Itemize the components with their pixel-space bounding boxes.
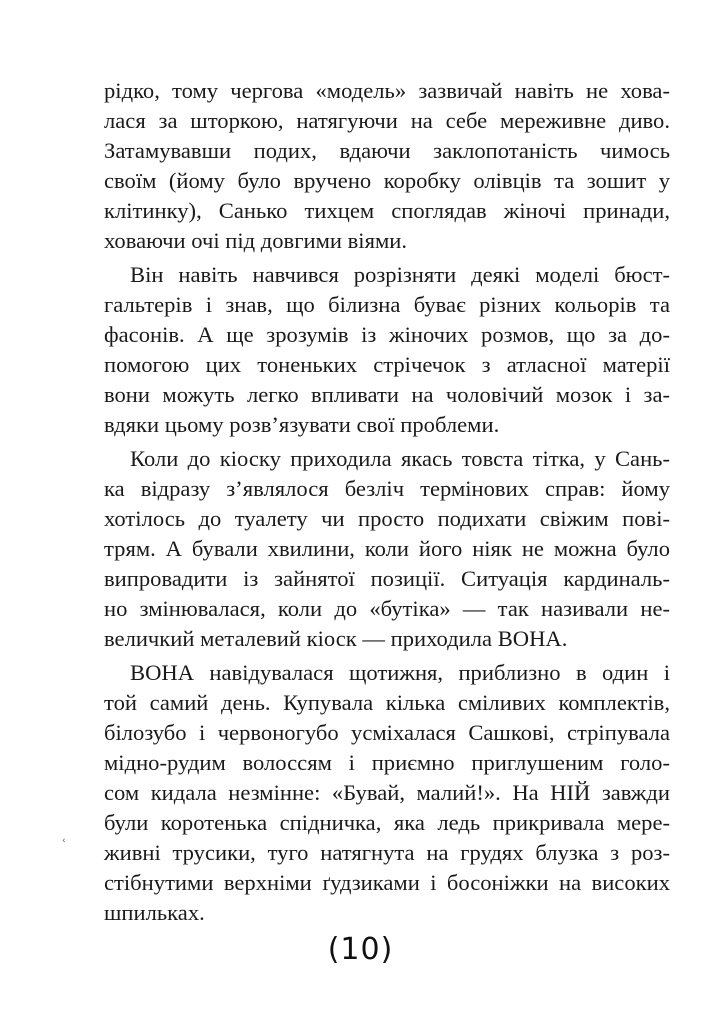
text-line: ховаючи очі під довгими віями. (104, 228, 407, 253)
text-line: сом кидала незмінне: «Бувай, малий!». На НІЙ завжди (104, 780, 670, 805)
text-line: своїм (йому було вручено коробку олівців та зошит у (104, 168, 670, 193)
text-line: клітинку), Санько тихцем споглядав жіночі принади, (104, 198, 670, 223)
page-number: (10) (327, 932, 394, 967)
paragraph-2 (104, 260, 670, 440)
paragraph-1 (104, 76, 670, 256)
text-line: шпильках. (104, 900, 205, 925)
text-line: гальтерів і знав, що білизна буває різних кольорів та (104, 292, 670, 317)
text-line: трям. А бували хвилини, коли його ніяк не можна було (104, 536, 670, 561)
text-line: хотілось до туалету чи просто подихати свіжим пові- (104, 506, 670, 531)
text-line: но змінювалася, коли до «бутіка» — так називали не- (104, 596, 670, 621)
text-line: Коли до кіоску приходила якась товста тітка, у Сань- (130, 446, 670, 471)
text-line: той самий день. Купувала кілька сміливих комплектів, (104, 690, 670, 715)
text-line: мідно-рудим волоссям і приємно приглушеним голо- (104, 750, 670, 775)
text-line: вони можуть легко впливати на чоловічий мозок і за- (104, 382, 670, 407)
text-line: фасонів. А ще зрозумів із жіночих розмов, що за до- (104, 322, 670, 347)
text-line: випровадити із зайнятої позиції. Ситуація кардиналь- (104, 566, 670, 591)
text-line: рідко, тому чергова «модель» зазвичай навіть не хова- (104, 78, 670, 103)
text-line: вдяки цьому розв’язувати свої проблеми. (104, 412, 500, 437)
text-line: лася за шторкою, натягуючи на себе мереживне диво. (104, 108, 670, 133)
text-line: Він навіть навчився розрізняти деякі моделі бюст- (130, 262, 670, 287)
scan-speck: ‹ (62, 836, 66, 846)
text-line: стібнутими верхніми ґудзиками і босоніжки на високих (104, 870, 670, 895)
text-line: Затамувавши подих, вдаючи заклопотаність чимось (104, 138, 670, 163)
paragraph-3 (104, 444, 670, 654)
text-line: величкий металевий кіоск — приходила ВОНА. (104, 626, 568, 651)
text-line: помогою цих тоненьких стрічечок з атласної матерії (104, 352, 670, 377)
text-line: живні трусики, туго натягнута на грудях блузка з роз- (104, 840, 670, 865)
text-line: були коротенька спідничка, яка ледь прикривала мере- (104, 810, 670, 835)
text-line: ВОНА навідувалася щотижня, приблизно в один і (130, 660, 670, 685)
text-line: білозубо і червоногубо усміхалася Сашкові, стріпувала (104, 720, 670, 745)
body-text (104, 76, 670, 932)
text-line: ка відразу з’являлося безліч термінових справ: йому (104, 476, 670, 501)
paragraph-4 (104, 658, 670, 928)
